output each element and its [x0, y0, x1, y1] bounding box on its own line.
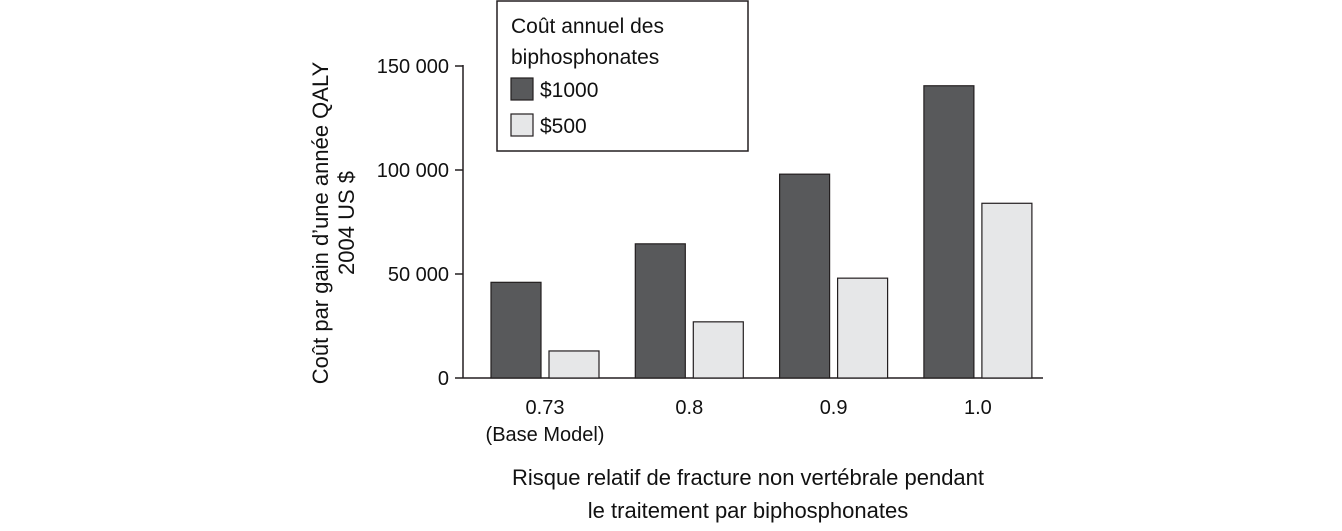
y-tick-label: 0	[437, 368, 449, 390]
x-axis-title-line-1: Risque relatif de fracture non vertébrale pendant	[511, 465, 985, 490]
x-tick-label: 0.8	[675, 397, 704, 419]
bar-series-2-0.8	[693, 322, 743, 378]
y-tick-label: 100 000	[376, 160, 449, 182]
legend-title-line-2: biphosphonates	[511, 46, 660, 69]
legend	[497, 1, 748, 151]
y-tick-label: 150 000	[376, 56, 449, 78]
legend-title-line-1: Coût annuel des	[511, 15, 664, 38]
legend-swatch	[511, 78, 533, 100]
x-axis-title-line-2: le traitement par biphosphonates	[587, 498, 909, 523]
bar-series-1-0.8	[635, 244, 685, 378]
legend-label: $500	[540, 115, 587, 138]
y-axis-title-line-2: 2004 US $	[334, 171, 359, 275]
bar-series-1-1.0	[924, 86, 974, 378]
y-tick-label: 50 000	[387, 264, 449, 286]
x-tick-sublabel: (Base Model)	[485, 424, 605, 446]
bar-series-2-1.0	[982, 203, 1032, 378]
y-axis-title-line-1: Coût par gain d’une année QALY	[308, 61, 333, 385]
x-axis-title	[512, 465, 984, 523]
y-axis-title	[308, 61, 359, 384]
x-tick-label: 0.9	[819, 397, 848, 419]
x-tick-label: 0.73	[525, 397, 565, 419]
bar-series-2-0.9	[838, 278, 888, 378]
legend-swatch	[511, 114, 533, 136]
legend-label: $1000	[540, 79, 599, 102]
bar-series-1-0.9	[780, 174, 830, 378]
bar-series-2-0.73	[549, 351, 599, 378]
x-tick-label: 1.0	[963, 397, 992, 419]
bar-series-1-0.73	[491, 282, 541, 378]
y-axis	[377, 56, 463, 390]
x-tick-labels	[486, 397, 992, 446]
